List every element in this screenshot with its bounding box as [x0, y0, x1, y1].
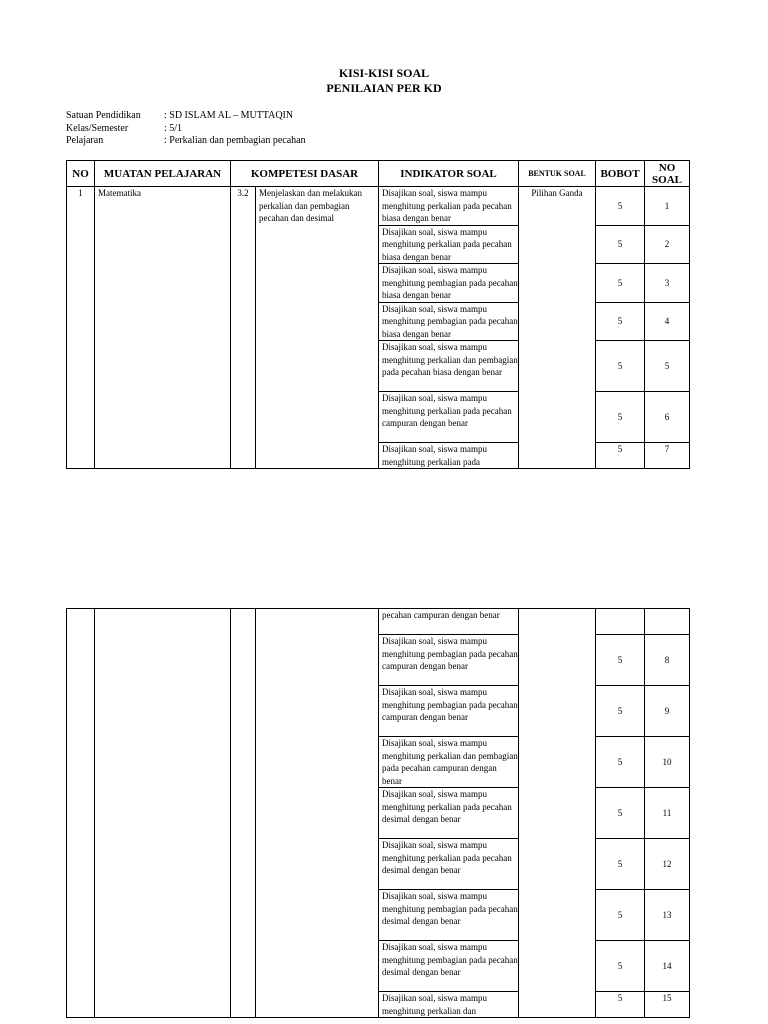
indikator-cell: Disajikan soal, siswa mampu menghitung perkalian pada [379, 443, 519, 469]
no-soal-cell: 14 [645, 941, 690, 992]
header-no: NO [67, 161, 95, 187]
meta-value-pelajaran: : Perkalian dan pembagian pecahan [164, 135, 306, 146]
no-soal-cell: 4 [645, 302, 690, 341]
bobot-cell: 5 [596, 264, 645, 303]
bobot-cell: 5 [596, 225, 645, 264]
indikator-cell: Disajikan soal, siswa mampu menghitung pembagian pada pecahan campuran dengan benar [379, 635, 519, 686]
bobot-cell: 5 [596, 341, 645, 392]
muatan-cell: Matematika [95, 187, 231, 469]
header-indikator: INDIKATOR SOAL [379, 161, 519, 187]
no-soal-cell: 1 [645, 187, 690, 226]
bobot-cell [596, 609, 645, 635]
indikator-cell: Disajikan soal, siswa mampu menghitung perkalian pada pecahan desimal dengan benar [379, 788, 519, 839]
meta-label-kelas: Kelas/Semester [66, 123, 129, 134]
indikator-cell: Disajikan soal, siswa mampu menghitung perkalian dan [379, 992, 519, 1018]
bobot-cell: 5 [596, 992, 645, 1018]
meta-label-satuan: Satuan Pendidikan [66, 110, 141, 121]
indikator-cell: Disajikan soal, siswa mampu menghitung perkalian pada pecahan biasa dengan benar [379, 225, 519, 264]
kd-text [256, 609, 379, 1018]
row-number: 1 [67, 187, 95, 469]
indikator-cell: Disajikan soal, siswa mampu menghitung perkalian pada pecahan desimal dengan benar [379, 839, 519, 890]
kd-number: 3.2 [231, 187, 256, 469]
table-header-row [67, 161, 690, 187]
doc-title: KISI-KISI SOAL [338, 66, 430, 80]
bobot-cell: 5 [596, 941, 645, 992]
no-soal-cell: 12 [645, 839, 690, 890]
table-row [67, 609, 690, 635]
no-soal-cell: 15 [645, 992, 690, 1018]
no-soal-cell: 3 [645, 264, 690, 303]
indikator-cell: Disajikan soal, siswa mampu menghitung pembagian pada pecahan biasa dengan benar [379, 264, 519, 303]
no-soal-cell [645, 609, 690, 635]
indikator-cell: pecahan campuran dengan benar [379, 609, 519, 635]
meta-label-pelajaran: Pelajaran [66, 135, 104, 146]
no-soal-cell: 8 [645, 635, 690, 686]
table-row [67, 187, 690, 226]
bobot-cell: 5 [596, 686, 645, 737]
indikator-cell: Disajikan soal, siswa mampu menghitung pembagian pada pecahan campuran dengan benar [379, 686, 519, 737]
bentuk-soal-cell [519, 609, 596, 1018]
indikator-cell: Disajikan soal, siswa mampu menghitung perkalian dan pembagian pada pecahan campuran dengan benar [379, 737, 519, 788]
header-muatan: MUATAN PELAJARAN [95, 161, 231, 187]
bobot-cell: 5 [596, 737, 645, 788]
indikator-cell: Disajikan soal, siswa mampu menghitung perkalian pada pecahan campuran dengan benar [379, 392, 519, 443]
header-bentuk: BENTUK SOAL [519, 161, 596, 187]
bobot-cell: 5 [596, 788, 645, 839]
no-soal-cell: 6 [645, 392, 690, 443]
indikator-cell: Disajikan soal, siswa mampu menghitung pembagian pada pecahan desimal dengan benar [379, 890, 519, 941]
bobot-cell: 5 [596, 839, 645, 890]
no-soal-cell: 7 [645, 443, 690, 469]
no-soal-cell: 5 [645, 341, 690, 392]
no-soal-cell: 2 [645, 225, 690, 264]
bobot-cell: 5 [596, 443, 645, 469]
bobot-cell: 5 [596, 890, 645, 941]
doc-subtitle: PENILAIAN PER KD [326, 81, 442, 95]
row-number [67, 609, 95, 1018]
bobot-cell: 5 [596, 635, 645, 686]
indikator-cell: Disajikan soal, siswa mampu menghitung perkalian pada pecahan biasa dengan benar [379, 187, 519, 226]
meta-value-satuan: : SD ISLAM AL – MUTTAQIN [164, 110, 294, 121]
no-soal-cell: 10 [645, 737, 690, 788]
bobot-cell: 5 [596, 392, 645, 443]
kisi-table-page1 [66, 160, 690, 469]
no-soal-cell: 13 [645, 890, 690, 941]
header-nosoal: NO SOAL [645, 161, 690, 187]
indikator-cell: Disajikan soal, siswa mampu menghitung pembagian pada pecahan desimal dengan benar [379, 941, 519, 992]
bentuk-soal-cell: Pilihan Ganda [519, 187, 596, 469]
no-soal-cell: 11 [645, 788, 690, 839]
header-bobot: BOBOT [596, 161, 645, 187]
bobot-cell: 5 [596, 187, 645, 226]
meta-value-kelas: : 5/1 [164, 123, 183, 134]
indikator-cell: Disajikan soal, siswa mampu menghitung pembagian pada pecahan biasa dengan benar [379, 302, 519, 341]
header-kd: KOMPETESI DASAR [231, 161, 379, 187]
kd-text: Menjelaskan dan melakukan perkalian dan pembagian pecahan dan desimal [256, 187, 379, 469]
muatan-cell [95, 609, 231, 1018]
no-soal-cell: 9 [645, 686, 690, 737]
kd-number [231, 609, 256, 1018]
bobot-cell: 5 [596, 302, 645, 341]
indikator-cell: Disajikan soal, siswa mampu menghitung perkalian dan pembagian pada pecahan biasa dengan benar [379, 341, 519, 392]
kisi-table-page2 [66, 608, 690, 1018]
